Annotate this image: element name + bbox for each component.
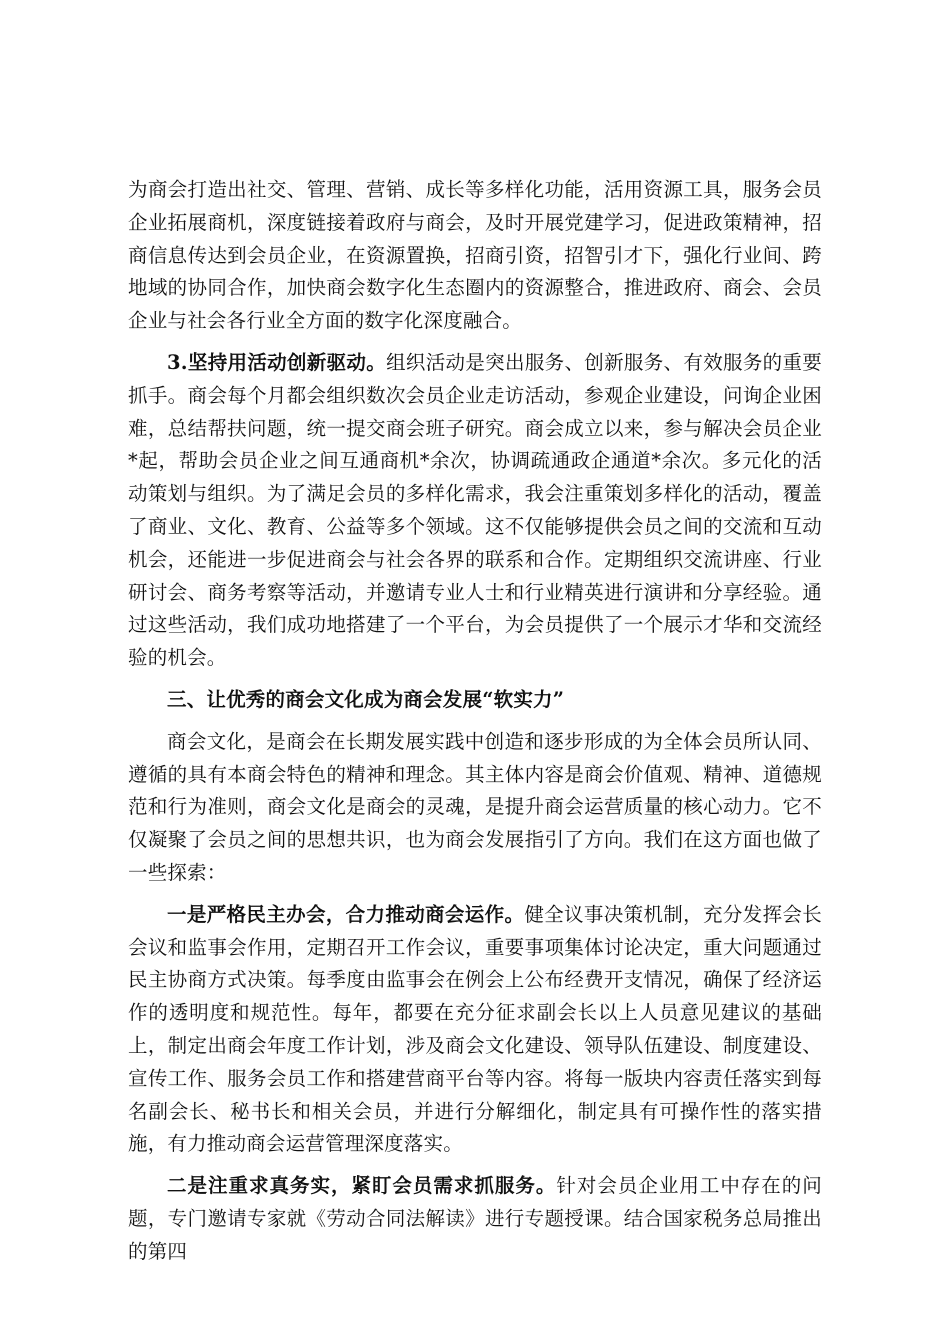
section-heading-culture <box>128 684 822 717</box>
paragraph-digital-platform <box>128 174 822 338</box>
document-body <box>128 174 822 1269</box>
paragraph-text: 健全议事决策机制，充分发挥会长会议和监事会作用，定期召开工作会议，重要事项集体讨论决定，重大问题通过民主协商方式决策。每季度由监事会在例会上公布经费开支情况，确保了经济运作的透明度和规范性。每年，都要在充分征求副会长以上人员意见建议的基础上，制定出商会年度工作计划，涉及商会文化建设、领导队伍建设、制度建设、宣传工作、服务会员工作和搭建营商平台等内容。将每一版块内容责任落实到每名副会长、秘书长和相关会员，并进行分解细化，制定具有可操作性的落实措施，有力推动商会运营管理深度落实。 <box>128 902 822 1156</box>
paragraph-text: 商会文化，是商会在长期发展实践中创造和逐步形成的为全体会员所认同、遵循的具有本商会特色的精神和理念。其主体内容是商会价值观、精神、道德规范和行为准则，商会文化是商会的灵魂，是提升商会运营质量的核心动力。它不仅凝聚了会员之间的思想共识，也为商会发展指引了方向。我们在这方面也做了一些探索： <box>128 729 822 884</box>
section-heading-text: 三、让优秀的商会文化成为商会发展“软实力” <box>167 687 565 711</box>
paragraph-member-service <box>128 1170 822 1268</box>
paragraph-activity-innovation <box>128 347 822 675</box>
paragraph-lead: 3.坚持用活动创新驱动。 <box>167 350 387 374</box>
paragraph-lead: 一是严格民主办会，合力推动商会运作。 <box>167 902 525 926</box>
paragraph-text: 组织活动是突出服务、创新服务、有效服务的重要抓手。商会每个月都会组织数次会员企业走访活动，参观企业建设，问询企业困难，总结帮扶问题，统一提交商会班子研究。商会成立以来，参与解决会员企业*起，帮助会员企业之间互通商机*余次，协调疏通政企通道*余次。多元化的活动策划与组织。为了满足会员的多样化需求，我会注重策划多样化的活动，覆盖了商业、文化、教育、公益等多个领域。这不仅能够提供会员之间的交流和互动机会，还能进一步促进商会与社会各界的联系和合作。定期组织交流讲座、行业研讨会、商务考察等活动，并邀请专业人士和行业精英进行演讲和分享经验。通过这些活动，我们成功地搭建了一个平台，为会员提供了一个展示才华和交流经验的机会。 <box>128 350 822 670</box>
paragraph-lead: 二是注重求真务实，紧盯会员需求抓服务。 <box>167 1174 557 1198</box>
paragraph-culture-intro <box>128 726 822 890</box>
paragraph-democratic-management <box>128 899 822 1161</box>
paragraph-text: 针对会员企业用工中存在的问题，专门邀请专家就《劳动合同法解读》进行专题授课。结合国家税务总局推出的第四 <box>128 1174 822 1263</box>
paragraph-text: 为商会打造出社交、管理、营销、成长等多样化功能，活用资源工具，服务会员企业拓展商机，深度链接着政府与商会，及时开展党建学习，促进政策精神，招商信息传达到会员企业，在资源置换，招商引资，招智引才下，强化行业间、跨地域的协同合作，加快商会数字化生态圈内的资源整合，推进政府、商会、会员企业与社会各行业全方面的数字化深度融合。 <box>128 178 822 333</box>
